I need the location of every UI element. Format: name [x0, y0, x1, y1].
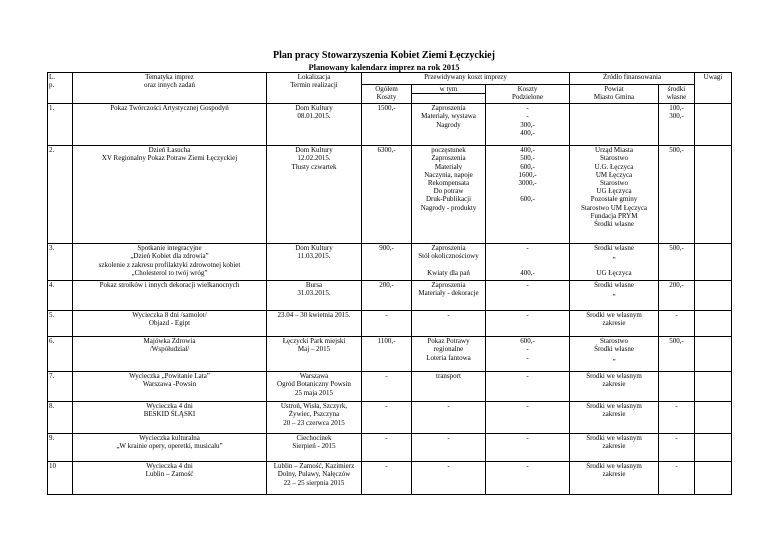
cell-lok: Dom Kultury 11.03.2015.	[267, 244, 362, 281]
cell-uwagi	[695, 311, 732, 337]
cell-lp: 3.	[48, 244, 73, 281]
cell-podz: -	[486, 434, 570, 462]
table-row	[48, 337, 732, 372]
cell-uwagi	[695, 337, 732, 372]
cell-srodki: 100,- 300,-	[659, 104, 695, 146]
cell-ogolem: 200,-	[362, 281, 412, 311]
cell-uwagi	[695, 462, 732, 495]
cell-srodki: 200,-	[659, 281, 695, 311]
cell-powiat: Urząd Miasta Starostwo U.G. Łęczyca UM Łęczyca Starostwo UG Łęczyca Pozostałe gminy Starostwo UM Łęczyca Fundacja PRYM Środki własne	[570, 146, 659, 244]
cell-uwagi	[695, 402, 732, 434]
cell-tematyka: Pokaz stroików i innych dekoracji wielkanocnych	[73, 281, 267, 311]
cell-powiat: Środki własne „	[570, 281, 659, 311]
cell-ogolem: 900,-	[362, 244, 412, 281]
table-row	[48, 311, 732, 337]
cell-tematyka: Spotkanie integracyjne „Dzień Kobiet dla zdrowia” szkolenie z zakresu profilaktyki zdrowotnej kobiet „Cholesterol to twój wróg”	[73, 244, 267, 281]
cell-powiat: Środki we własnym zakresie	[570, 402, 659, 434]
cell-wtym: -	[412, 434, 486, 462]
cell-lp: 6.	[48, 337, 73, 372]
table-row	[48, 434, 732, 462]
cell-ogolem: -	[362, 434, 412, 462]
cell-lp: 8.	[48, 402, 73, 434]
plan-table	[47, 72, 732, 495]
table-row	[48, 372, 732, 402]
cell-lp: 5.	[48, 311, 73, 337]
cell-podz: -	[486, 462, 570, 495]
cell-lok: Łęczycki Park miejski Maj – 2015	[267, 337, 362, 372]
cell-uwagi	[695, 281, 732, 311]
cell-podz: - - 300,- 400,-	[486, 104, 570, 146]
cell-srodki: 500,-	[659, 146, 695, 244]
cell-powiat: Środki własne „ UG Łęczyca	[570, 244, 659, 281]
cell-podz: -	[486, 281, 570, 311]
cell-lok: Dom Kultury 12.02.2015. Tłusty czwartek	[267, 146, 362, 244]
cell-tematyka: Pokaz Twórczości Artystycznej Gospodyń	[73, 104, 267, 146]
cell-lok: Warszawa Ogród Botaniczny Powsin 25 maja 2015	[267, 372, 362, 402]
cell-wtym: Zaproszenia Materiały, wystawa Nagrody	[412, 104, 486, 146]
cell-tematyka: Wycieczka 4 dni Lublin – Zamość	[73, 462, 267, 495]
cell-tematyka: Dzień Łasucha XV Regionalny Pokaz Potraw Ziemi Łęczyckiej	[73, 146, 267, 244]
cell-lok: Lublin – Zamość, Kazimierz Dolny, Puławy, Nałęczów 22 – 25 sierpnia 2015	[267, 462, 362, 495]
cell-ogolem: -	[362, 462, 412, 495]
cell-wtym: transport	[412, 372, 486, 402]
cell-ogolem: 1100,-	[362, 337, 412, 372]
cell-powiat: Środki we własnym zakresie	[570, 434, 659, 462]
cell-powiat: Środki we własnym zakresie	[570, 372, 659, 402]
cell-tematyka: Majówka Zdrowia /Współudział/	[73, 337, 267, 372]
cell-ogolem: 1500,-	[362, 104, 412, 146]
cell-podz: -	[486, 372, 570, 402]
cell-podz: 400,- 500,- 600,- 1600,- 3000,- 600,-	[486, 146, 570, 244]
cell-lp: 10	[48, 462, 73, 495]
header-w-tym: w tym	[412, 85, 486, 94]
cell-lp: 7.	[48, 372, 73, 402]
header-koszt-group: Przewidywany koszt imprezy	[362, 73, 570, 85]
table-row	[48, 281, 732, 311]
cell-uwagi	[695, 244, 732, 281]
cell-srodki: -	[659, 462, 695, 495]
cell-wtym: -	[412, 462, 486, 495]
cell-uwagi	[695, 104, 732, 146]
table-row	[48, 244, 732, 281]
table-row	[48, 462, 732, 495]
cell-podz: -	[486, 311, 570, 337]
header-ogolem: Ogółem Koszty	[362, 85, 412, 104]
header-lp: L. p.	[48, 73, 73, 104]
plan-body	[48, 104, 732, 495]
cell-powiat: Starostwo Środki własne „	[570, 337, 659, 372]
cell-wtym: Zaproszenia Materiały - dekoracje	[412, 281, 486, 311]
cell-srodki: -	[659, 434, 695, 462]
header-podzielone: Koszty Podzielone	[486, 85, 570, 104]
cell-ogolem: -	[362, 311, 412, 337]
cell-wtym: -	[412, 402, 486, 434]
cell-powiat: Środki we własnym zakresie	[570, 311, 659, 337]
cell-podz: - 400,-	[486, 244, 570, 281]
header-w-tym-blank	[412, 94, 486, 104]
cell-wtym: poczęstunek Zaproszenia Materiały Naczynia, napoje Rekompensata Do potraw Druk-Publikacji Nagrody - produkty	[412, 146, 486, 244]
cell-ogolem: 6300,-	[362, 146, 412, 244]
cell-tematyka: Wycieczka kulturalna „W krainie opery, operetki, musicalu”	[73, 434, 267, 462]
cell-lp: 1.	[48, 104, 73, 146]
cell-srodki: 500,-	[659, 244, 695, 281]
document-subtitle: Planowany kalendarz imprez na rok 2015	[308, 62, 460, 72]
header-powiat: Powiat Miasto Gmina	[570, 85, 659, 104]
cell-ogolem: -	[362, 402, 412, 434]
cell-lp: 2.	[48, 146, 73, 244]
cell-lok: Dom Kultury 08.01.2015.	[267, 104, 362, 146]
cell-uwagi	[695, 372, 732, 402]
cell-srodki	[659, 372, 695, 402]
cell-lok: 23.04 – 30 kwietnia 2015.	[267, 311, 362, 337]
header-tematyka: Tematyka imprez oraz innych zadań	[73, 73, 267, 104]
cell-wtym: -	[412, 311, 486, 337]
cell-powiat	[570, 104, 659, 146]
cell-srodki: 500,-	[659, 337, 695, 372]
cell-lok: Ciechocinek Sierpień - 2015	[267, 434, 362, 462]
cell-lok: Ustroń, Wisła, Szczyrk, Żywiec, Pszczyna 20 – 23 czerwca 2015	[267, 402, 362, 434]
cell-wtym: Pokaz Potrawy regionalne Loteria fantowa	[412, 337, 486, 372]
document-title: Plan pracy Stowarzyszenia Kobiet Ziemi Łęczyckiej	[273, 50, 495, 61]
cell-uwagi	[695, 146, 732, 244]
table-row	[48, 146, 732, 244]
cell-podz: -	[486, 402, 570, 434]
cell-tematyka: Wycieczka 8 dni /samolot/ Objazd - Egipt	[73, 311, 267, 337]
cell-tematyka: Wycieczka 4 dni BESKID ŚLĄSKI	[73, 402, 267, 434]
cell-tematyka: Wycieczka „Powitanie Lata” Warszawa -Powsin	[73, 372, 267, 402]
cell-podz: 600,- - -	[486, 337, 570, 372]
cell-ogolem: -	[362, 372, 412, 402]
cell-uwagi	[695, 434, 732, 462]
cell-lp: 9.	[48, 434, 73, 462]
cell-lp: 4.	[48, 281, 73, 311]
header-srodki: środki własne	[659, 85, 695, 104]
cell-lok: Bursa 31.03.2015.	[267, 281, 362, 311]
cell-powiat: Środki we własnym zakresie	[570, 462, 659, 495]
header-zrodlo-group: Źródło finansowania	[570, 73, 695, 85]
cell-srodki: -	[659, 402, 695, 434]
cell-wtym: Zaproszenia Stół okolicznościowy Kwiaty dla pań	[412, 244, 486, 281]
table-row	[48, 402, 732, 434]
header-lokalizacja: Lokalizacja Termin realizacji	[267, 73, 362, 104]
cell-srodki: -	[659, 311, 695, 337]
table-row	[48, 104, 732, 146]
header-uwagi: Uwagi	[695, 73, 732, 104]
